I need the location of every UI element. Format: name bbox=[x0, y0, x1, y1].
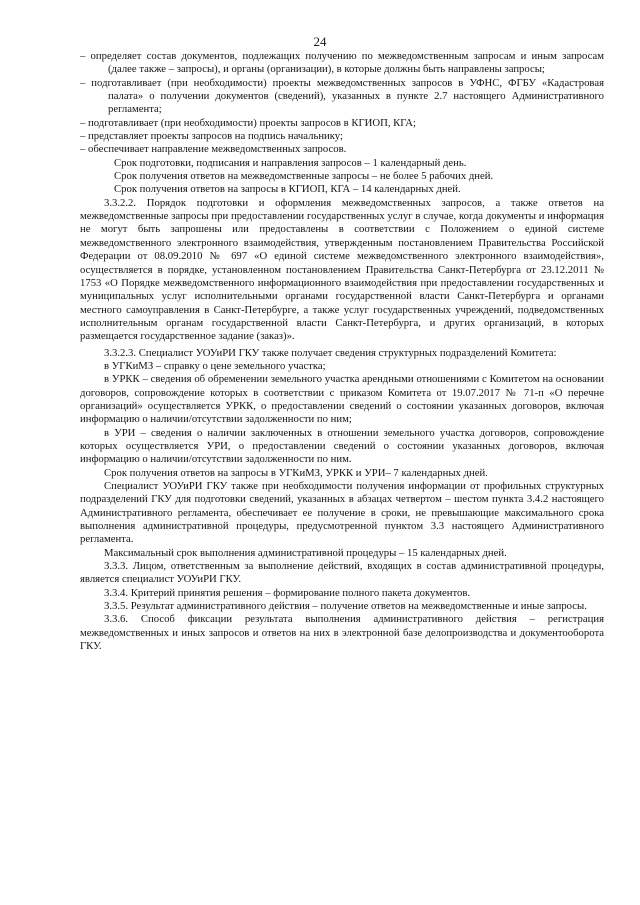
paragraph: – подготавливает (при необходимости) проекты запросов в КГИОП, КГА; bbox=[80, 116, 416, 129]
paragraph: – подготавливает (при необходимости) проекты межведомственных запросов в УФНС, ФГБУ «Кадастровая палата» о получении документов (сведений), указанных в пункте 2.7 настоящего Административного регламента; bbox=[80, 76, 604, 116]
paragraph: Срок подготовки, подписания и направления запросов – 1 календарный день. bbox=[114, 156, 467, 169]
paragraph: Срок получения ответов на межведомственные запросы – не более 5 рабочих дней. bbox=[114, 170, 494, 183]
paragraph: в УРИ – сведения о наличии заключенных в отношении земельного участка договоров, сопровождение которых осуществляется УРИ, о предоставлении сведений о состоянии указанных договоров, включая информацию о наличии/отсутствии задолженности по ним. bbox=[80, 426, 604, 466]
page-number: 24 bbox=[313, 34, 327, 49]
paragraph: в УГКиМЗ – справку о цене земельного участка; bbox=[104, 359, 326, 372]
paragraph: 3.3.5. Результат административного действия – получение ответов на межведомственные и иные запросы. bbox=[104, 600, 587, 613]
paragraph: 3.3.2.2. Порядок подготовки и оформления межведомственных запросов, а также ответов на межведомственные запросы при предоставлении государственных услуг в случае, когда документы и информация не могут быть запрошены или предоставлены в соответствии с Положением о единой системе межведомственного электронного взаимодействия, утвержденным постановлением Правительства Российской Федерации от 08.09.2010 № 697 «О единой системе межведомственного электронного взаимодействия», осуществляется в порядке, установленном постановлением Правительства Санкт-Петербурга от 23.12.2011 № 1753 «О Порядке межведомственного информационного взаимодействия при предоставлении государственных и муниципальных услуг исполнительными органами государственной власти Санкт-Петербурга и органами местного самоуправления в Санкт-Петербурге, а также услуг государственных учреждений, подведомственных исполнительным органам государственной власти Санкт-Петербурга, и других организаций, в которых размещается государственное задание (заказ)». bbox=[80, 196, 604, 343]
paragraph: 3.3.2.3. Специалист УОУиРИ ГКУ также получает сведения структурных подразделений Комитета: bbox=[104, 346, 557, 359]
paragraph: – определяет состав документов, подлежащих получению по межведомственным запросам и иным запросам (далее также – запросы), и органы (организации), в которые должны быть направлены запросы; bbox=[80, 50, 604, 76]
paragraph: – представляет проекты запросов на подпись начальнику; bbox=[80, 130, 343, 143]
paragraph: Специалист УОУиРИ ГКУ также при необходимости получения информации от профильных структурных подразделений ГКУ для подготовки сведений, указанных в абзацах четвертом – шестом пункта 3.4.2 настоящего Административного регламента, обеспечивает ее получение в сроки, не превышающие максимального срока выполнения административной процедуры, предусмотренной пунктом 3.3 настоящего Административного регламента. bbox=[80, 480, 604, 546]
paragraph: 3.3.6. Способ фиксации результата выполнения административного действия – регистрация межведомственных и иных запросов и ответов на них в электронной базе делопроизводства и документооборота ГКУ. bbox=[80, 613, 604, 653]
paragraph: в УРКК – сведения об обременении земельного участка арендными отношениями с Комитетом на основании договоров, сопровождение которых в соответствии с приказом Комитета от 19.07.2017 № 71-п «О перечне организаций» осуществляется УРКК, о предоставлении сведений о состоянии указанных договоров, включая информацию о наличии/отсутствии задолженности по ним; bbox=[80, 373, 604, 426]
paragraph: 3.3.3. Лицом, ответственным за выполнение действий, входящих в состав административной процедуры, является специалист УОУиРИ ГКУ. bbox=[80, 560, 604, 586]
paragraph: Максимальный срок выполнения административной процедуры – 15 календарных дней. bbox=[104, 546, 507, 559]
paragraph: Срок получения ответов на запросы в УГКиМЗ, УРКК и УРИ– 7 календарных дней. bbox=[104, 466, 488, 479]
paragraph: Срок получения ответов на запросы в КГИОП, КГА – 14 календарных дней. bbox=[114, 183, 461, 196]
paragraph: 3.3.4. Критерий принятия решения – формирование полного пакета документов. bbox=[104, 586, 471, 599]
document-body bbox=[80, 50, 604, 653]
paragraph: – обеспечивает направление межведомственных запросов. bbox=[80, 143, 347, 156]
